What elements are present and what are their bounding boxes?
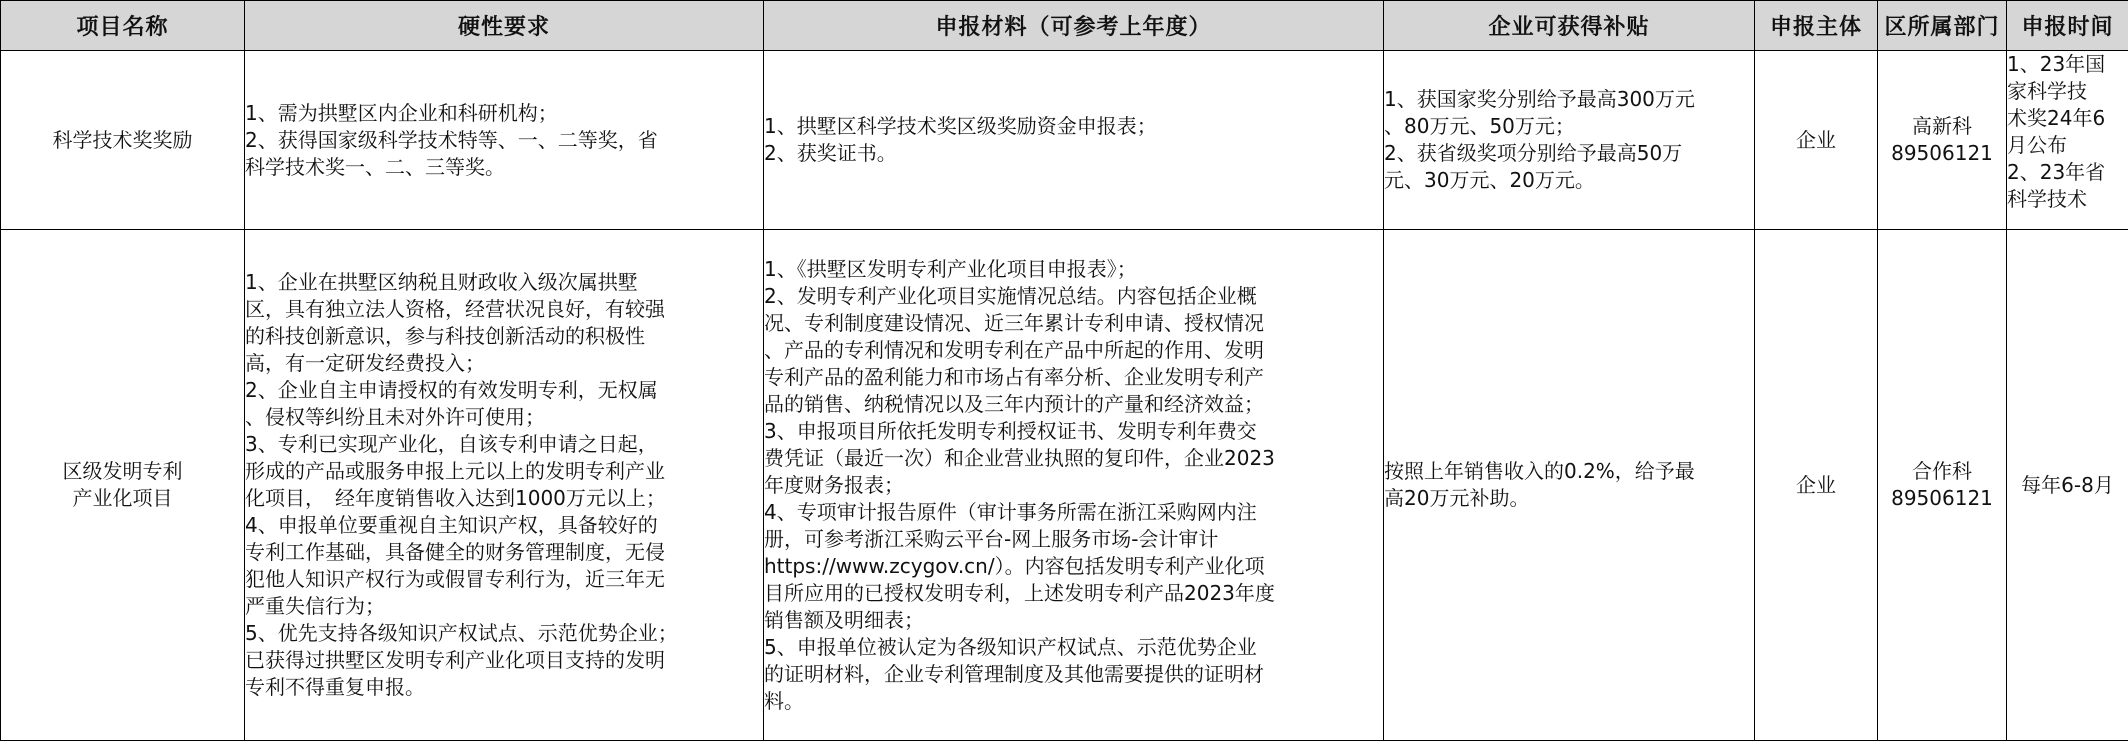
cell-requirements[interactable] — [245, 230, 764, 741]
cell-materials[interactable] — [764, 230, 1384, 741]
cell-text-line: 1、需为拱墅区内企业和科研机构； — [245, 100, 558, 125]
cell-text-line: 高，有一定研发经费投入； — [245, 351, 485, 375]
cell-subsidy[interactable] — [1384, 51, 1755, 230]
header-materials[interactable]: 申报材料（可参考上年度） — [764, 1, 1384, 51]
cell-requirements[interactable] — [245, 51, 764, 230]
cell-text-line: 专利工作基础，具备健全的财务管理制度，无侵 — [245, 540, 665, 564]
cell-text-line: 、侵权等纠纷且未对外许可使用； — [245, 405, 545, 429]
cell-text-line: 月公布 — [2007, 133, 2067, 157]
cell-text-line: 1、企业在拱墅区纳税且财政收入级次属拱墅 — [245, 270, 638, 294]
cell-department[interactable] — [1878, 51, 2007, 230]
cell-text-line: 2、企业自主申请授权的有效发明专利，无权属 — [245, 378, 658, 402]
cell-text-line: 5、优先支持各级知识产权试点、示范优势企业； — [245, 621, 678, 645]
cell-text-line: 册，可参考浙江采购云平台-网上服务市场-会计审计 — [764, 526, 1219, 551]
cell-text-line: 4、申报单位要重视自主知识产权，具备较好的 — [245, 513, 658, 537]
header-project-name[interactable]: 项目名称 — [1, 1, 245, 51]
cell-text-line: 1、拱墅区科学技术奖区级奖励资金申报表； — [764, 114, 1157, 138]
cell-subject[interactable]: 企业 — [1755, 51, 1878, 230]
cell-text-line: 高20万元补助。 — [1384, 486, 1530, 510]
cell-text-line: 高新科 — [1912, 114, 1972, 138]
cell-text-line: 料。 — [764, 688, 804, 713]
cell-text-line: 合作科 — [1912, 459, 1972, 483]
header-time[interactable]: 申报时间 — [2007, 1, 2128, 51]
cell-text-line: 已获得过拱墅区发明专利产业化项目支持的发明 — [245, 648, 665, 672]
cell-text-line: 形成的产品或服务申报上元以上的发明专利产业 — [245, 459, 665, 483]
cell-text-line: 1、获国家奖分别给予最高300万元 — [1384, 87, 1695, 111]
cell-text-line: 家科学技 — [2007, 79, 2087, 103]
cell-time[interactable] — [2007, 230, 2128, 741]
cell-subsidy[interactable] — [1384, 230, 1755, 741]
cell-text-line: 、产品的专利情况和发明专利在产品中所起的作用、发明 — [764, 337, 1264, 362]
cell-text-line: 区级发明专利 — [62, 459, 183, 483]
cell-text-line: 2、发明专利产业化项目实施情况总结。内容包括企业概 — [764, 283, 1257, 308]
cell-text-line: 化项目， 经年度销售收入达到1000万元以上； — [245, 486, 666, 510]
cell-text-line: 况、专利制度建设情况、近三年累计专利申请、授权情况 — [764, 310, 1264, 335]
cell-text-line: 专利不得重复申报。 — [245, 675, 425, 699]
cell-text-line: 犯他人知识产权行为或假冒专利行为，近三年无 — [245, 567, 665, 591]
cell-text-line: 2、获奖证书。 — [764, 141, 897, 165]
cell-text-line: 4、专项审计报告原件（审计事务所需在浙江采购网内注 — [764, 499, 1257, 524]
cell-text-line: 每年6-8月 — [2021, 472, 2114, 497]
cell-text-line: 科学技术奖奖励 — [52, 127, 193, 152]
cell-subject[interactable]: 企业 — [1755, 230, 1878, 741]
cell-time[interactable] — [2007, 51, 2128, 230]
cell-text-line: 2、获得国家级科学技术特等、一、二等奖，省 — [245, 127, 658, 152]
header-requirements[interactable]: 硬性要求 — [245, 1, 764, 51]
cell-text-line: 按照上年销售收入的0.2%，给予最 — [1384, 459, 1695, 483]
cell-text-line: 科学技术 — [2007, 187, 2087, 211]
cell-text-line: 的证明材料，企业专利管理制度及其他需要提供的证明材 — [764, 661, 1264, 686]
cell-text-line: 1、《拱墅区发明专利产业化项目申报表》； — [764, 256, 1137, 281]
cell-text-line: 严重失信行为； — [245, 594, 385, 618]
header-subject[interactable]: 申报主体 — [1755, 1, 1878, 51]
cell-text-line: 5、申报单位被认定为各级知识产权试点、示范优势企业 — [764, 634, 1257, 659]
cell-project-name[interactable] — [1, 51, 245, 230]
header-subsidy[interactable]: 企业可获得补贴 — [1384, 1, 1755, 51]
cell-project-name[interactable] — [1, 230, 245, 741]
cell-text-line: 、80万元、50万元； — [1384, 114, 1575, 138]
cell-department[interactable] — [1878, 230, 2007, 741]
cell-text-line: 销售额及明细表； — [764, 607, 924, 632]
cell-text-line: 专利产品的盈利能力和市场占有率分析、企业发明专利产 — [764, 364, 1264, 389]
cell-text-line: 费凭证（最近一次）和企业营业执照的复印件，企业2023 — [764, 445, 1275, 470]
cell-text-line: 89506121 — [1891, 141, 1993, 165]
table-row — [1, 230, 2128, 741]
cell-text-line: 科学技术奖一、二、三等奖。 — [245, 154, 505, 179]
header-row — [1, 1, 2128, 51]
cell-text-line: 术奖24年6 — [2007, 106, 2106, 130]
cell-text-line: 2、获省级奖项分别给予最高50万 — [1384, 141, 1683, 165]
cell-text-line: 89506121 — [1891, 486, 1993, 510]
cell-text-line: 年度财务报表； — [764, 472, 904, 497]
cell-text-line: https://www.zcygov.cn/）。内容包括发明专利产业化项 — [764, 553, 1265, 578]
cell-text-line: 区，具有独立法人资格，经营状况良好，有较强 — [245, 297, 665, 321]
cell-text-line: 目所应用的已授权发明专利，上述发明专利产品2023年度 — [764, 580, 1275, 605]
cell-text-line: 产业化项目 — [72, 486, 173, 510]
cell-text-line: 品的销售、纳税情况以及三年内预计的产量和经济效益； — [764, 391, 1264, 416]
cell-text-line: 元、30万元、20万元。 — [1384, 168, 1595, 192]
table-row — [1, 51, 2128, 230]
cell-text-line: 3、申报项目所依托发明专利授权证书、发明专利年费交 — [764, 418, 1257, 443]
cell-text-line: 的科技创新意识，参与科技创新活动的积极性 — [245, 324, 645, 348]
header-department[interactable]: 区所属部门 — [1878, 1, 2007, 51]
cell-materials[interactable] — [764, 51, 1384, 230]
cell-text-line: 1、23年国 — [2007, 52, 2106, 76]
cell-text-line: 3、专利已实现产业化，自该专利申请之日起， — [245, 432, 658, 456]
cell-text-line: 2、23年省 — [2007, 160, 2106, 184]
